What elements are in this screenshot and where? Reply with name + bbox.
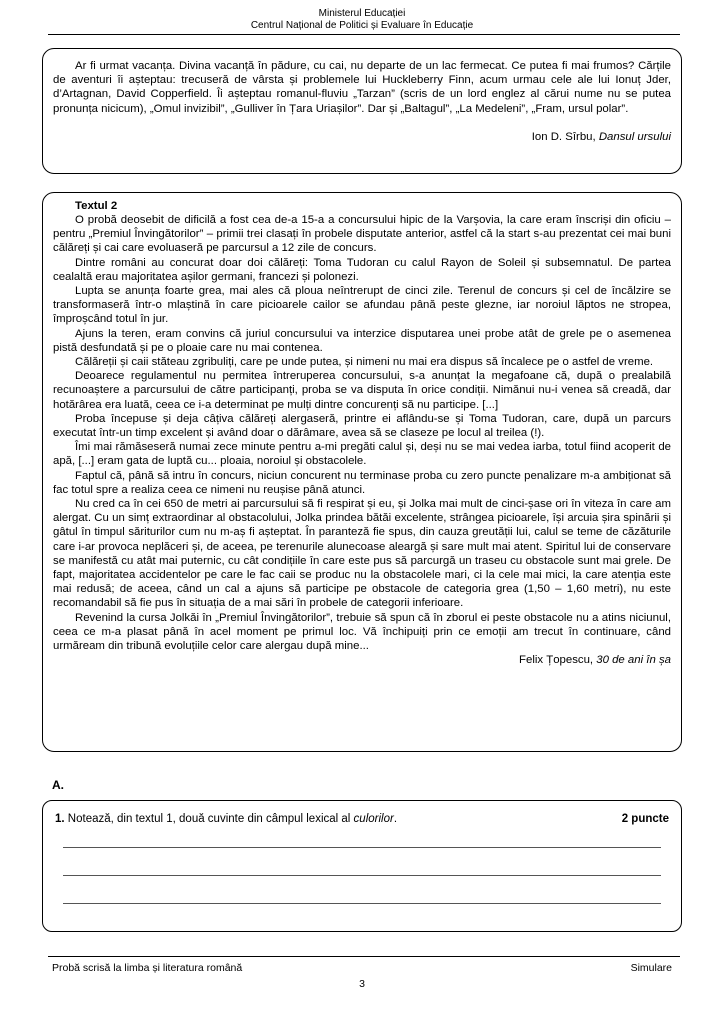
- answer-line[interactable]: [63, 903, 661, 904]
- text2-paragraph: O probă deosebit de dificilă a fost cea de-a 15-a a concursului hipic de la Varșovia, la care eram înscriși din oficiu – pentru „Premiul Învingătorilor” – primii trei clasați în probele disputate anterior, astfel că la start s-au prezentat cei mai buni călăreți și cai care evoluaseră pe parcursul a 12 zile de concurs.: [53, 214, 671, 255]
- text2-work: 30 de ani în șa: [596, 654, 671, 667]
- question-row: [55, 813, 669, 825]
- page-number: 3: [359, 978, 365, 990]
- text2-paragraph: Nu cred ca în cei 650 de metri ai parcursului să fi respirat și eu, și Jolka mai mult de cinci-șase ori în viteza în care am alergat. Cu un simț extraordinar al obstacolului, Jolka prindea bătăi excelente, strângea picioarele, își arcuia șira spinării și gâtul în timpul săriturilor cum nu m-aș fi așteptat. În paranteză fie spus, din cauza greutății lui, calul se teme de căzăturile care i-ar provoca neplăceri și, de aceea, pe terenurile alunecoase aleargă și sare mult mai atent. Spiritul lui de conservare se manifestă cu atât mai puternic, cu cât condițiile în care este pus să parcurgă un traseu cu obstacole sunt mai grele. De fapt, majoritatea accidentelor pe care le fac caii se produc nu la obstacolele mari, ci la cele mai mici, la care atenția este mai redusă; de aceea, când un cal a ajuns să participe pe obstacole de categoria grea (1,50 – 1,60 metri), nu este recomandabil să fie pus în situația de a mai sări în probele de categorii inferioare.: [53, 498, 671, 610]
- answer-line[interactable]: [63, 847, 661, 848]
- page-header: [0, 8, 724, 32]
- question-emphasis: culorilor: [353, 813, 394, 825]
- text1-paragraph: Ar fi urmat vacanța. Divina vacanță în pădure, cu cai, nu departe de un lac fermecat. Ce putea fi mai frumos? Cărțile de aventuri îi așteptau: trecuseră de vârsta și problemele lui Huckleberry Finn, acum urmau cele ale lui Ionuț Jder, d’Artagnan, David Copperfield. Îi așteptau romanul-fluviu „Tarzan” (scris de un lord englez al cărui nume nu se putea pronunța nicicum), „Omul invizibil”, „Gulliver în Țara Uriașilor”. Dar și „Baltagul”, „La Medeleni”, „Fram, ursul polar”.: [53, 60, 671, 115]
- text2-paragraph: Faptul că, până să intru în concurs, niciun concurent nu terminase proba cu zero puncte penalizare m-a ambiționat să fac totul spre a realiza ceea ce nimeni nu reușise până atunci.: [53, 469, 671, 496]
- question-text: [55, 813, 397, 825]
- answer-line[interactable]: [63, 875, 661, 876]
- question-body: Notează, din textul 1, două cuvinte din câmpul lexical al: [67, 813, 354, 825]
- text2-box: [42, 192, 682, 752]
- question-box: [42, 800, 682, 932]
- header-center: Centrul Național de Politici și Evaluare în Educație: [250, 20, 474, 31]
- footer-exam-type: Simulare: [630, 962, 672, 974]
- footer-exam-title: Probă scrisă la limba și literatura română: [52, 962, 243, 974]
- question-end: .: [393, 813, 398, 825]
- text1-box: [42, 48, 682, 174]
- text1-work: Dansul ursului: [598, 130, 671, 143]
- text2-paragraph: Lupta se anunța foarte grea, mai ales că ploua neîntrerupt de cinci zile. Terenul de concurs și cel de încălzire se transformaseră într-o mlaștină în care picioarele cailor se afundau până peste glezne, iar noroiul lăptos ne stropea, împroșcând totul în jur.: [53, 285, 671, 326]
- header-divider: [48, 34, 680, 35]
- text2-paragraph: Proba începuse și deja câțiva călăreți alergaseră, printre ei aflându-se și Toma Tudoran, care, după un parcurs executat într-un timp excelent și având doar o dărâmare, avea să se claseze pe locul al treilea (!).: [53, 412, 671, 440]
- text2-paragraph: Dintre români au concurat doar doi călăreți: Toma Tudoran cu calul Rayon de Soleil și subsemnatul. De partea cealaltă erau majoritatea așilor germani, francezi și polonezi.: [53, 256, 671, 283]
- text1-source: [53, 130, 671, 144]
- header-ministry: Ministerul Educației: [318, 8, 406, 19]
- section-a-label: A.: [52, 778, 64, 792]
- text2-paragraph: Ajuns la teren, eram convins că juriul concursului va interzice disputarea unei probe atât de grele pe o asemenea pistă desfundată și pe o ploaie care nu mai contenea.: [53, 327, 671, 354]
- text2-source: [53, 653, 671, 667]
- question-points: 2 puncte: [621, 813, 669, 825]
- text2-paragraph: Călăreții și caii stăteau zgribuliți, care pe unde putea, și nimeni nu mai era dispus să încalece pe o astfel de vreme.: [75, 356, 654, 369]
- footer-divider: [48, 956, 680, 957]
- text2-paragraph: Deoarece regulamentul nu permitea întreruperea concursului, s-a anunțat la megafoane că, după o prealabilă recunoaștere a parcursului de către participanți, proba se va disputa în orice condiții. Nimănui nu-i venea să creadă, dar hotărârea era luată, ceea ce i-a determinat pe mulți dintre concurenți să nu participe. [...]: [53, 370, 671, 411]
- text2-paragraph: Revenind la cursa Jolkăi în „Premiul Învingătorilor”, trebuie să spun că în zborul ei peste obstacole nu a atins niciunul, ceea ce m-a plasat până în acel moment pe primul loc. Vă închipuiți prin ce emoții am trecut în continuare, când urmăream din tribună evoluțiile celor care alergau după mine...: [53, 611, 671, 653]
- text1-author: Ion D. Sîrbu,: [531, 130, 599, 143]
- question-number: 1.: [55, 813, 65, 825]
- text2-paragraph: Îmi mai rămăseseră numai zece minute pentru a-mi pregăti calul și, deși nu se mai vedea iarba, totul fiind acoperit de apă, [...] eram gata de luptă cu... ploaia, noroiul și obstacolele.: [53, 441, 671, 468]
- text2-author: Felix Țopescu,: [519, 654, 597, 667]
- text2-title: Textul 2: [75, 200, 118, 212]
